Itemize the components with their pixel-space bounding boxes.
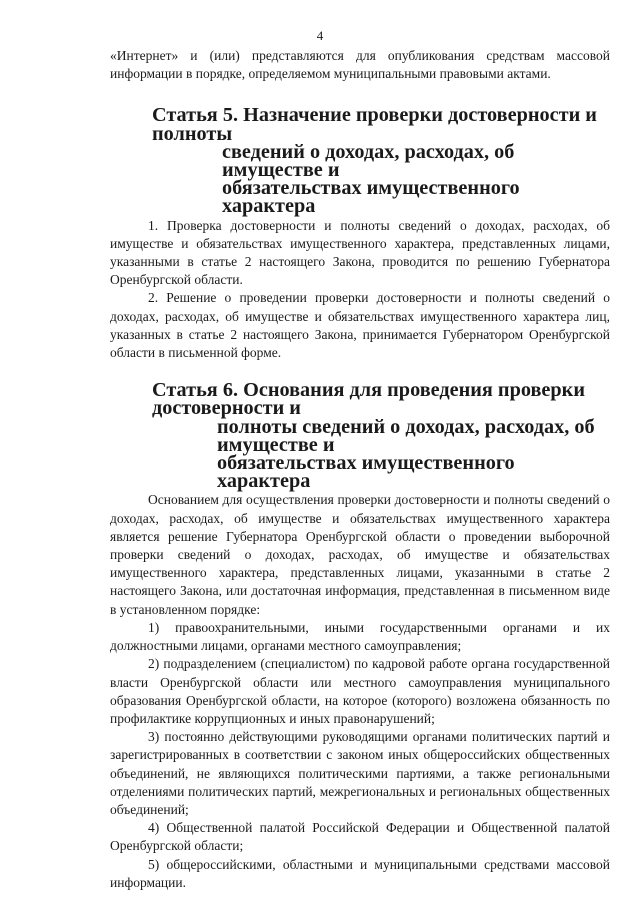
article-5-paragraph-2: 2. Решение о проведении проверки достоверности и полноты сведений о доходах, расходах, об имуществе и обязательствах имущественного характера лиц, указанных в статье 2 настоящего Закона, принимается Губернатором Оренбургской области в письменной форме. (110, 290, 610, 361)
article-6-item-3: 3) постоянно действующими руководящими органами политических партий и зарегистрированных в соответствии с законом иных общероссийских общественных объединений, не являющихся политическими партиями, а также региональными отделениями политических партий, межрегиональных и региональных общественных объединений; (110, 729, 610, 817)
article-6-heading-line-1: Статья 6. Основания для проведения проверки достоверности и (152, 379, 586, 420)
article-5-heading (110, 104, 610, 218)
article-6-item-2: 2) подразделением (специалистом) по кадровой работе органа государственной власти Оренбургской области или местного самоуправления муниципального образования Оренбургской области, на которое (которого) возложена обязанность по профилактике коррупционных и иных правонарушений; (110, 656, 610, 726)
article-6-item-5: 5) общероссийскими, областными и муниципальными средствами массовой информации. (110, 856, 610, 890)
article-5-heading-line-1: Статья 5. Назначение проверки достоверности и полноты (152, 104, 597, 145)
article-5-paragraph-1: 1. Проверка достоверности и полноты сведений о доходах, расходах, об имуществе и обязательствах имущественного характера, представленных лицами, указанными в статье 2 настоящего Закона, проводится по решению Губернатора Оренбургской области. (110, 217, 610, 288)
article-6-heading-line-2: полноты сведений о доходах, расходах, об имуществе и (217, 415, 595, 456)
article-6-item-4: 4) Общественной палатой Российской Федерации и Общественной палатой Оренбургской области; (110, 820, 610, 854)
page-number: 4 (316, 28, 324, 43)
intro-paragraph: «Интернет» и (или) представляются для опубликования средствам массовой информации в порядке, определяемом муниципальными правовыми актами. (110, 48, 610, 82)
article-6-heading (110, 379, 610, 493)
document-body (110, 47, 610, 892)
article-6-item-1: 1) правоохранительными, иными государственными органами и их должностными лицами, органами местного самоуправления; (110, 619, 610, 654)
article-6-intro: Основанием для осуществления проверки достоверности и полноты сведений о доходах, расходах, об имуществе и обязательствах имущественного характера является решение Губернатора Оренбургской области о проведении выборочной проверки сведений о доходах, расходах, об имуществе и обязательствах имущественного характера, представленных лицами, указанными в статье 2 настоящего Закона, или достаточная информация, представленная в письменном виде в установленном порядке: (110, 492, 610, 617)
article-5-heading-line-3: обязательствах имущественного характера (222, 177, 520, 218)
article-6-heading-line-3: обязательствах имущественного характера (217, 452, 515, 493)
article-5-heading-line-2: сведений о доходах, расходах, об имуществе и (222, 140, 515, 182)
